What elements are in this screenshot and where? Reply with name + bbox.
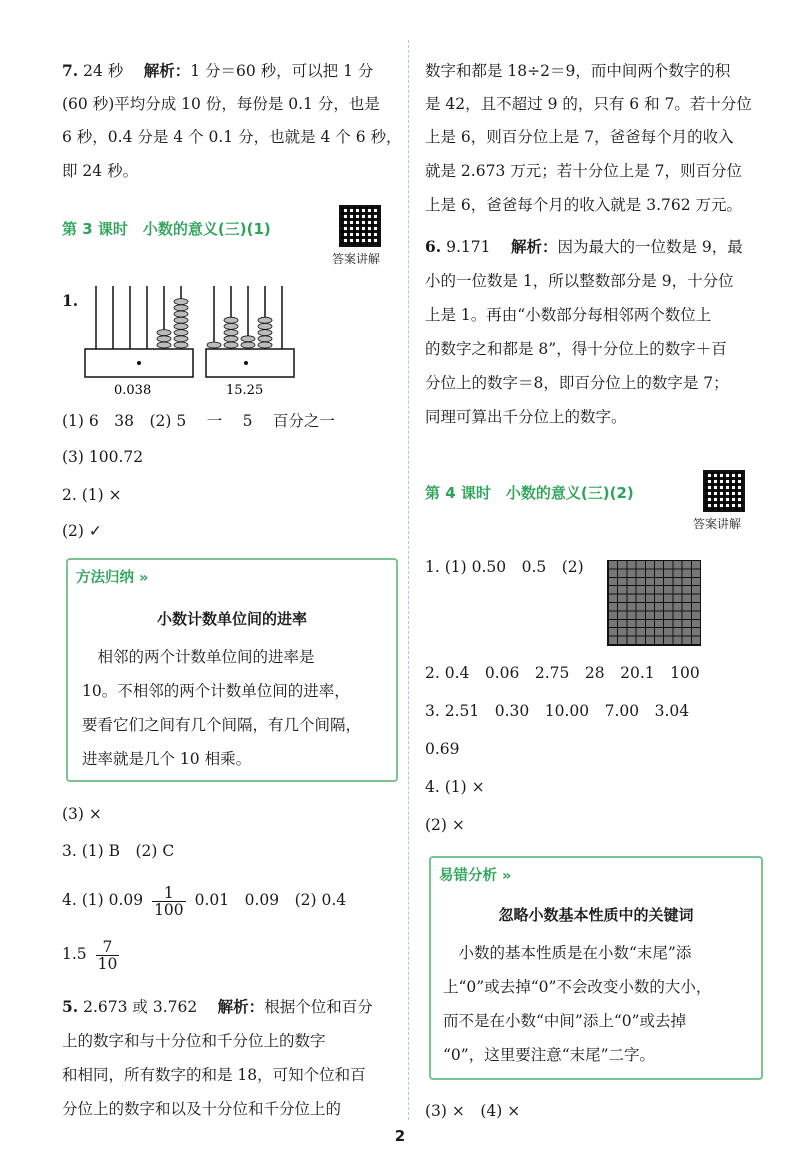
abacus-figures [84,282,374,402]
page-number: 2 [394,1127,406,1145]
r-q3-line-2: 0.69 [425,740,460,758]
q6-line-4: 的数字之和都是 8”，得十分位上的数字＋百 [425,340,727,358]
method-line-1: 相邻的两个计数单位间的进率是 [82,648,315,666]
abacus-bead [224,342,238,348]
q7-number: 7. [62,61,79,80]
q4-line2-prefix: 1.5 [62,945,87,963]
qr-code-icon[interactable] [703,470,745,512]
frac1-denominator: 100 [154,900,184,919]
q4-line-2 [62,934,123,974]
abacus-bead [174,323,188,329]
abacus-bead [258,336,272,342]
abacus-bead [207,342,221,348]
lesson-3-title: 第 3 课时 小数的意义(三)(1) [62,220,271,238]
error-box-title: 忽略小数基本性质中的关键词 [498,906,694,924]
method-line-4: 进率就是几个 10 相乘。 [82,750,252,768]
abacus-bead [174,311,188,317]
q5-answer: 2.673 或 3.762 [83,998,198,1016]
error-box-head: 易错分析 » [439,868,512,884]
abacus-bead [258,323,272,329]
abacus-bead [174,305,188,311]
hundred-grid [607,560,701,646]
q5-text: 根据个位和百分 [264,998,373,1016]
abacus-bead [241,342,255,348]
abacus-1-value: 0.038 [114,383,152,398]
q6-line-3: 上是 1。再由“小数部分每相邻两个数位上 [425,306,712,324]
q6-line-5: 分位上的数字＝8，即百分位上的数字是 7； [425,374,729,392]
q5-cont-line-4: 就是 2.673 万元；若十分位上是 7，则百分位 [425,162,743,180]
q7-line-2: (60 秒)平均分成 10 份，每份是 0.1 分，也是 [62,95,380,113]
q6-analysis-label: 解析： [510,237,558,256]
q6-number: 6. [425,237,442,256]
q4-line-1 [62,880,346,920]
r-q3-line-1: 3. 2.51 0.30 10.00 7.00 3.04 [425,702,690,720]
frac2-denominator: 10 [97,954,118,973]
r-q2-line: 2. 0.4 0.06 2.75 28 20.1 100 [425,664,700,682]
error-line-2: 上“0”或去掉“0”不会改变小数的大小， [443,978,712,996]
abacus-bead [157,336,171,342]
abacus-bead [224,336,238,342]
r-q4-line-2: (2) × [425,816,465,834]
q2-line-1: 2. (1) × [62,486,122,504]
q5-cont-line-2: 是 42，且不超过 9 的，只有 6 和 7。若十分位 [425,95,752,113]
abacus-bead [174,336,188,342]
abacus-bead [224,330,238,336]
q5-line-4: 分位上的数字和以及十分位和千分位上的 [62,1100,342,1118]
q5-line-3: 和相同，所有数字的和是 18，可知个位和百 [62,1066,366,1084]
abacus-2 [206,286,294,377]
q4-prefix: 4. (1) 0.09 [62,891,144,909]
abacus-bead [224,323,238,329]
method-box-head: 方法归纳 » [76,570,149,586]
q1-line-2: (3) 100.72 [62,448,144,466]
q7-line-1 [62,60,373,82]
error-line-3: 而不是在小数“中间”添上“0”或去掉 [443,1012,687,1030]
qr-label: 答案讲解 [332,252,381,266]
q5-analysis-label: 解析： [217,997,265,1016]
q3-line: 3. (1) B (2) C [62,842,175,860]
method-line-2: 10。不相邻的两个计数单位间的进率， [82,682,350,700]
q2-line-3: (3) × [62,805,102,823]
error-line-4: “0”，这里要注意“末尾”二字。 [443,1046,656,1064]
method-summary-box [66,558,398,782]
q7-line-4: 即 24 秒。 [62,162,139,180]
abacus-bead [258,317,272,323]
abacus-bead [174,317,188,323]
abacus-bead [174,299,188,305]
column-divider [408,40,409,1120]
q1-line-1: (1) 6 38 (2) 5 一 5 百分之一 [62,412,335,430]
q6-line-6: 同理可算出千分位上的数字。 [425,408,627,426]
q5-number: 5. [62,997,79,1016]
abacus-bead [241,336,255,342]
abacus-bead [224,317,238,323]
q6-answer: 9.171 [446,238,491,256]
q7-answer: 24 秒 [83,62,124,80]
error-line-1: 小数的基本性质是在小数“末尾”添 [443,944,692,962]
q4-fraction-1 [152,885,186,918]
qr-code-icon[interactable] [339,205,381,247]
q5-cont-line-3: 上是 6，则百分位上是 7，爸爸每个月的收入 [425,128,734,146]
r-q4-line-3: (3) × (4) × [425,1102,521,1120]
q7-analysis-label: 解析： [143,61,191,80]
q7-text: 1 分＝60 秒，可以把 1 分 [190,62,374,80]
q6-line-2: 小的一位数是 1，所以整数部分是 9，十分位 [425,272,734,290]
method-line-3: 要看它们之间有几个间隔，有几个间隔， [82,716,362,734]
frac1-numerator: 1 [152,885,186,902]
q5-cont-line-1: 数字和都是 18÷2＝9，而中间两个数字的积 [425,62,731,80]
q6-line-1 [425,236,743,258]
frac2-numerator: 7 [96,939,120,956]
abacus-bead [157,330,171,336]
abacus-bead [157,342,171,348]
abacus-bead [258,330,272,336]
q1-number: 1. [62,291,79,310]
q5-line-2: 上的数字和与十分位和千分位上的数字 [62,1032,326,1050]
q6-text: 因为最大的一位数是 9，最 [557,238,743,256]
q7-line-3: 6 秒，0.4 分是 4 个 0.1 分，也就是 4 个 6 秒， [62,128,402,146]
r-q1-line: 1. (1) 0.50 0.5 (2) [425,558,584,576]
q5-cont-line-5: 上是 6，爸爸每个月的收入就是 3.762 万元。 [425,196,743,214]
q2-line-2: (2) ✓ [62,522,102,540]
abacus-bead [174,342,188,348]
q5-line-1 [62,996,373,1018]
method-box-title: 小数计数单位间的进率 [156,610,307,628]
abacus-2-value: 15.25 [226,383,264,398]
qr-label: 答案讲解 [693,517,742,531]
abacus-bead [174,330,188,336]
abacus-1 [85,286,193,377]
abacus-bead [258,342,272,348]
q4-mid: 0.01 0.09 (2) 0.4 [194,891,347,909]
lesson-4-title: 第 4 课时 小数的意义(三)(2) [425,484,634,502]
r-q4-line-1: 4. (1) × [425,778,485,796]
error-analysis-box [429,856,763,1080]
q4-fraction-2 [96,939,120,972]
